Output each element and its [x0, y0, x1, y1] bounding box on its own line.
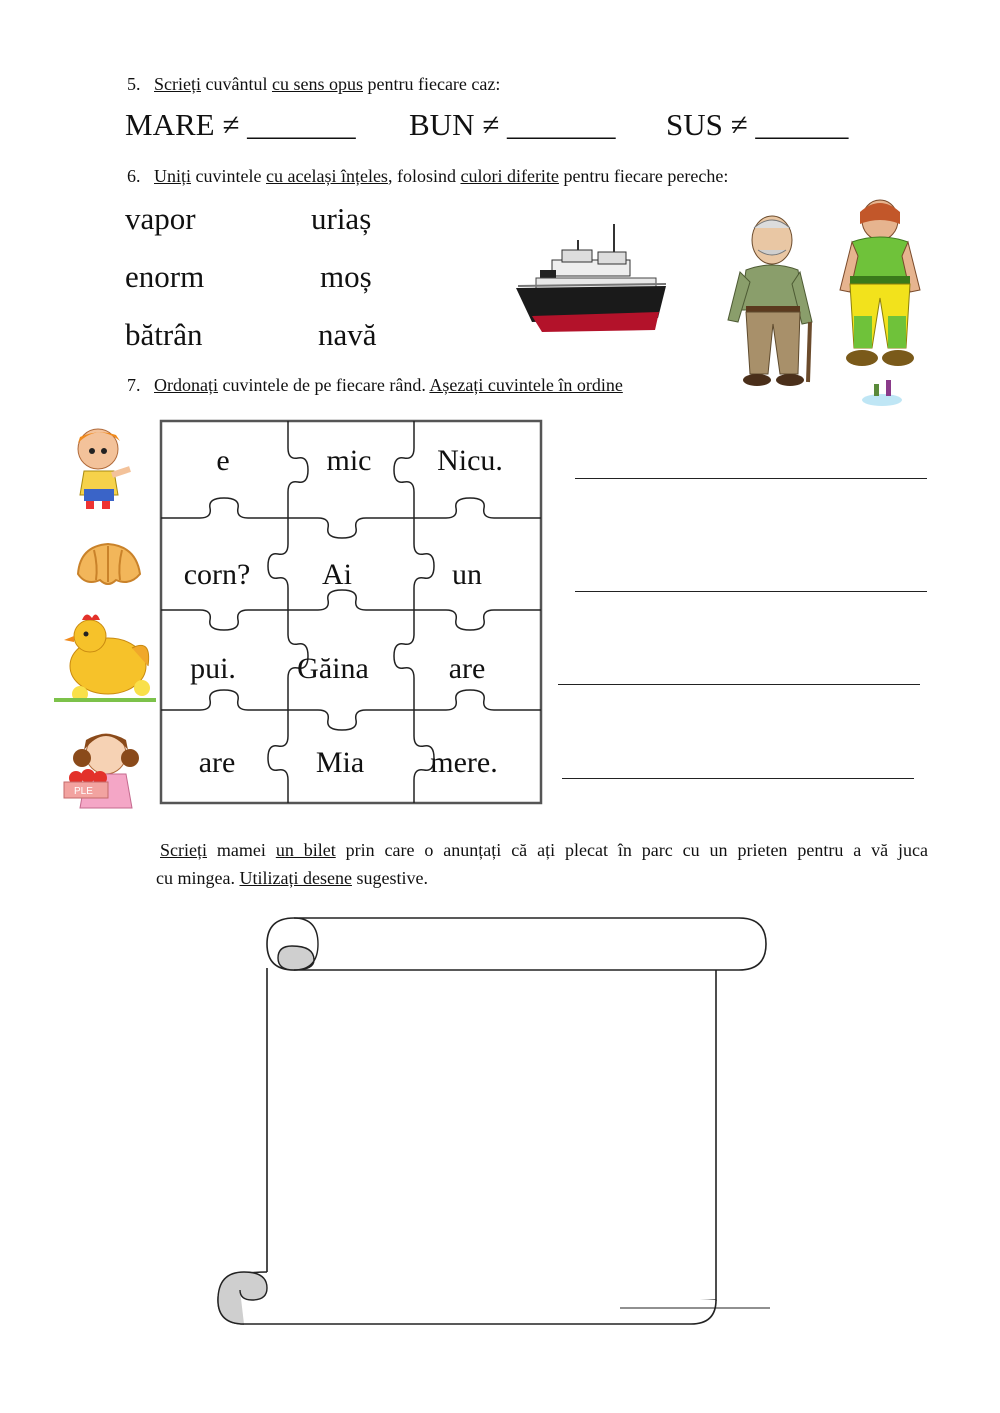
hen-icon — [52, 608, 158, 708]
word-left: vapor — [125, 201, 196, 236]
ship-icon — [512, 222, 668, 334]
croissant-icon — [72, 540, 144, 590]
instruction-text: , folosind — [387, 166, 461, 186]
exercise-number: 6. — [127, 166, 141, 186]
puzzle-word[interactable]: Găina — [297, 652, 369, 685]
puzzle-word[interactable]: are — [198, 746, 236, 779]
instruction-keyword: un bilet — [275, 840, 336, 860]
puzzle-word[interactable]: pui. — [190, 652, 236, 685]
instruction-line — [156, 864, 928, 892]
exercise-7-instruction — [127, 375, 623, 396]
answer-line[interactable] — [575, 591, 927, 592]
instruction-keyword: Utilizați desene — [239, 868, 352, 888]
instruction-keyword: Așezați cuvintele în ordine — [429, 375, 623, 395]
instruction-text: cuvintele — [191, 166, 266, 186]
puzzle-word[interactable]: e — [216, 444, 230, 477]
word-right: moș — [320, 259, 372, 294]
instruction-text: pentru fiecare pereche: — [558, 166, 729, 186]
puzzle-word[interactable]: Mia — [315, 746, 365, 779]
instruction-text: pentru fiecare caz: — [362, 74, 501, 94]
instruction-verb: Uniți — [154, 166, 192, 186]
exercise-5-instruction — [127, 74, 500, 95]
girl-with-apples-icon — [60, 728, 152, 816]
antonym-item: BUN ≠ _______ — [409, 107, 616, 142]
puzzle-word[interactable]: mere. — [430, 746, 498, 779]
old-man-icon — [724, 210, 824, 388]
exercise-number: 5. — [127, 74, 141, 94]
answer-line[interactable] — [558, 684, 920, 685]
instruction-text: cu mingea. — [156, 868, 240, 888]
scroll-icon[interactable] — [214, 916, 770, 1328]
instruction-text: cuvintele de pe fiecare rând. — [217, 375, 430, 395]
word-right: navă — [318, 317, 377, 352]
exercise-6-instruction — [127, 166, 728, 187]
instruction-text: mamei — [207, 840, 276, 860]
word-left: enorm — [125, 259, 205, 294]
instruction-line — [156, 836, 928, 864]
answer-line[interactable] — [575, 478, 927, 479]
puzzle-word[interactable]: are — [448, 652, 486, 685]
puzzle-word[interactable]: mic — [326, 444, 372, 477]
antonym-item: SUS ≠ ______ — [666, 107, 849, 142]
instruction-text: cuvântul — [201, 74, 272, 94]
giant-icon — [834, 198, 926, 410]
instruction-verb: Ordonați — [154, 375, 218, 395]
puzzle-word[interactable]: Nicu. — [437, 444, 503, 477]
instruction-keyword: culori diferite — [460, 166, 559, 186]
instruction-keyword: cu același înțeles — [266, 166, 388, 186]
puzzle-word[interactable]: Ai — [322, 558, 352, 591]
instruction-verb: Scrieți — [154, 74, 201, 94]
answer-line[interactable] — [562, 778, 914, 779]
boy-icon — [68, 425, 132, 511]
instruction-text: sugestive. — [351, 868, 428, 888]
exercise-number: 7. — [127, 375, 141, 395]
basket-label: PLE — [74, 786, 93, 797]
word-left: bătrân — [125, 317, 203, 352]
puzzle-word[interactable]: un — [452, 558, 482, 591]
word-puzzle — [160, 420, 542, 804]
instruction-text: prin care o anunțați că ați plecat în parc cu un prieten pentru a vă juca — [335, 840, 929, 860]
instruction-verb: Scrieți — [160, 840, 207, 860]
instruction-keyword: cu sens opus — [271, 74, 363, 94]
word-right: uriaș — [311, 201, 372, 236]
exercise-8-instruction — [156, 836, 928, 892]
antonym-item: MARE ≠ _______ — [125, 107, 356, 142]
puzzle-word[interactable]: corn? — [183, 558, 251, 591]
